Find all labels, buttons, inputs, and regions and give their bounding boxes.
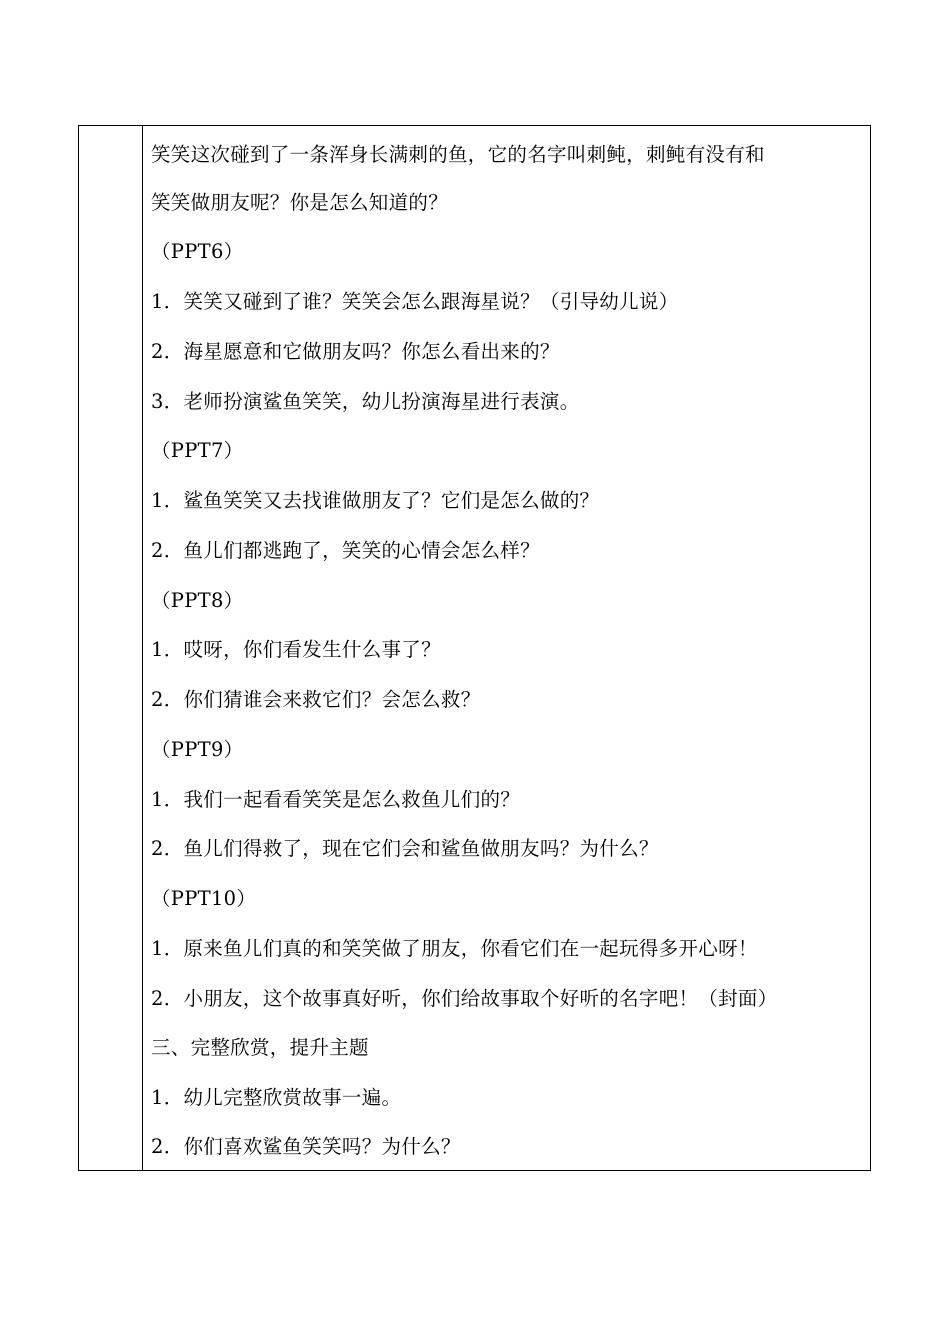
text-line: 2．海星愿意和它做朋友吗？你怎么看出来的？ (151, 340, 560, 363)
text-line: 1．我们一起看看笑笑是怎么救鱼儿们的？ (151, 788, 521, 811)
section-label: （PPT8） (151, 589, 244, 612)
left-empty-cell (79, 126, 143, 1170)
text-line: 2．你们喜欢鲨鱼笑笑吗？为什么？ (151, 1135, 461, 1158)
text-line: 笑笑做朋友呢？你是怎么知道的？ (151, 191, 449, 214)
text-line: 2．小朋友，这个故事真好听，你们给故事取个好听的名字吧！（封面） (151, 987, 778, 1010)
text-line: 3．老师扮演鲨鱼笑笑，幼儿扮演海星进行表演。 (151, 390, 580, 413)
text-line: 1．幼儿完整欣赏故事一遍。 (151, 1086, 402, 1109)
lesson-content-cell (143, 126, 870, 1170)
text-line: 2．你们猜谁会来救它们？会怎么救？ (151, 688, 481, 711)
section-label: （PPT6） (151, 240, 244, 263)
section-label: （PPT7） (151, 439, 244, 462)
text-line: 1．原来鱼儿们真的和笑笑做了朋友，你看它们在一起玩得多开心呀！ (151, 937, 758, 960)
text-line: 2．鱼儿们都逃跑了，笑笑的心情会怎么样？ (151, 539, 540, 562)
text-line: 1．笑笑又碰到了谁？笑笑会怎么跟海星说？（引导幼儿说） (151, 290, 679, 313)
text-line: 笑笑这次碰到了一条浑身长满刺的鱼，它的名字叫刺鲀，刺鲀有没有和 (151, 143, 765, 166)
section-label: （PPT9） (151, 738, 244, 761)
section-heading: 三、完整欣赏，提升主题 (151, 1036, 369, 1059)
section-label: （PPT10） (151, 887, 257, 910)
lesson-plan-table (78, 125, 871, 1171)
text-line: 2．鱼儿们得救了，现在它们会和鲨鱼做朋友吗？为什么？ (151, 837, 659, 860)
text-line: 1．鲨鱼笑笑又去找谁做朋友了？它们是怎么做的？ (151, 489, 600, 512)
text-line: 1．哎呀，你们看发生什么事了？ (151, 638, 441, 661)
